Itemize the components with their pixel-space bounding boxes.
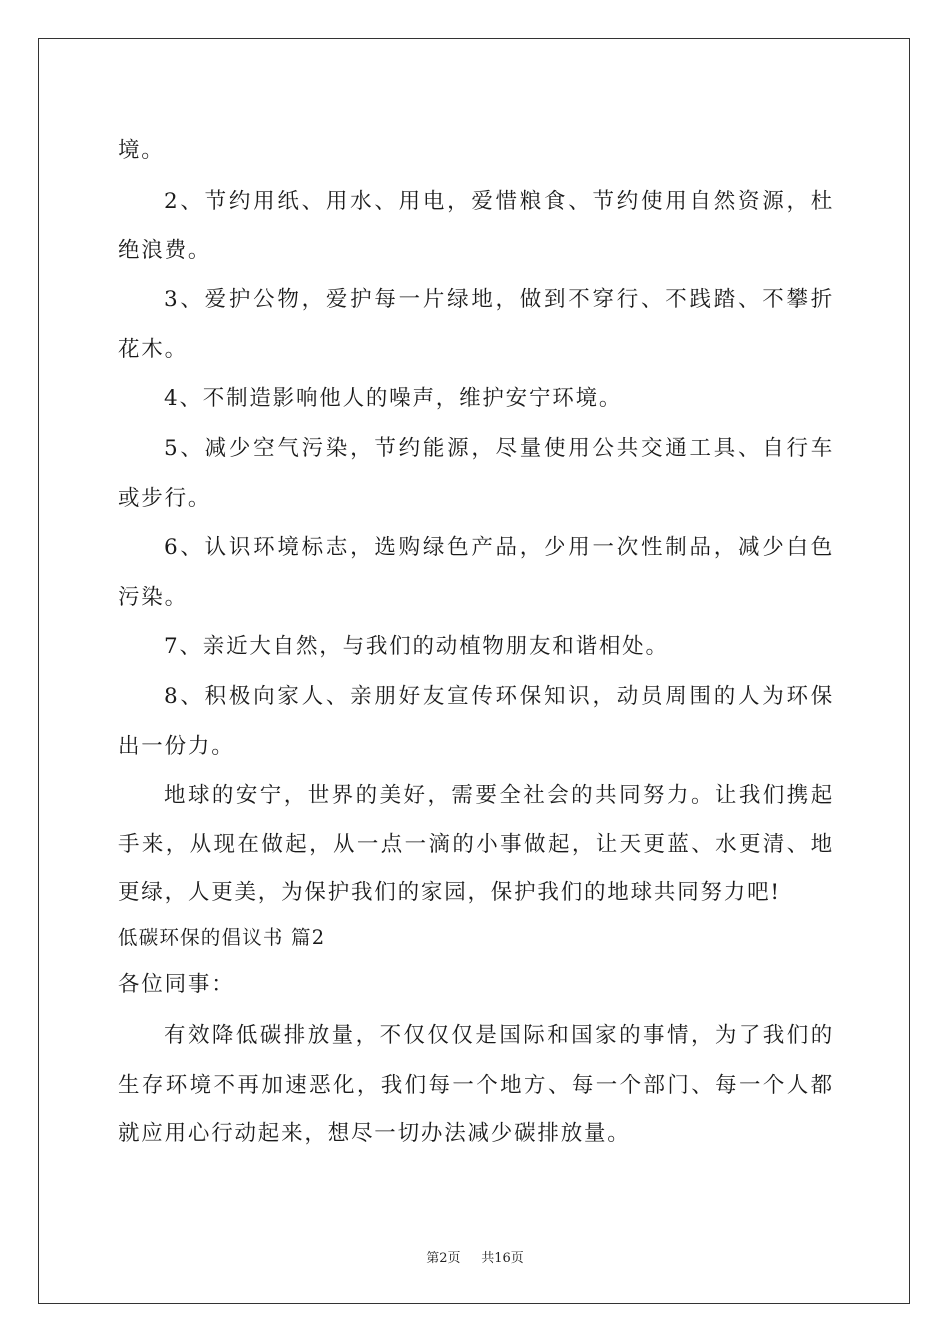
- text-line: 花木。: [118, 336, 188, 362]
- page-footer: [0, 1247, 950, 1266]
- text-line: 境。: [118, 138, 165, 163]
- text-line: 2、节约用纸、用水、用电，爱惜粮食、节约使用自然资源，杜: [164, 188, 834, 214]
- text-line: 或步行。: [118, 485, 212, 511]
- text-line: 污染。: [118, 584, 188, 610]
- text-line: 就应用心行动起来，想尽一切办法减少碳排放量。: [118, 1120, 631, 1146]
- text-line: 手来，从现在做起，从一点一滴的小事做起，让天更蓝、水更清、地: [118, 832, 834, 858]
- text-line: 6、认识环境标志，选购绿色产品，少用一次性制品，减少白色: [164, 534, 834, 560]
- text-line: 更绿，人更美，为保护我们的家园，保护我们的地球共同努力吧!: [118, 880, 781, 906]
- text-line: 7、亲近大自然，与我们的动植物朋友和谐相处。: [164, 633, 669, 659]
- text-line: 地球的安宁，世界的美好，需要全社会的共同努力。让我们携起: [164, 782, 834, 808]
- page-total: 共16页: [481, 1251, 524, 1266]
- text-line: 绝浪费。: [118, 238, 212, 264]
- text-line: 8、积极向家人、亲朋好友宣传环保知识，动员周围的人为环保: [164, 684, 834, 710]
- text-line: 出一份力。: [118, 733, 235, 759]
- text-line: 有效降低碳排放量，不仅仅仅是国际和国家的事情，为了我们的: [164, 1023, 834, 1049]
- section-heading: 低碳环保的倡议书 篇2: [118, 926, 326, 950]
- document-body: [118, 126, 834, 1158]
- salutation: 各位同事：: [118, 972, 235, 998]
- text-line: 3、爱护公物，爱护每一片绿地，做到不穿行、不践踏、不攀折: [164, 287, 834, 313]
- text-line: 5、减少空气污染，节约能源，尽量使用公共交通工具、自行车: [164, 436, 834, 462]
- page-number: 第2页: [426, 1251, 461, 1266]
- text-line: 4、不制造影响他人的噪声，维护安宁环境。: [164, 385, 623, 411]
- text-line: 生存环境不再加速恶化，我们每一个地方、每一个部门、每一个人都: [118, 1072, 834, 1098]
